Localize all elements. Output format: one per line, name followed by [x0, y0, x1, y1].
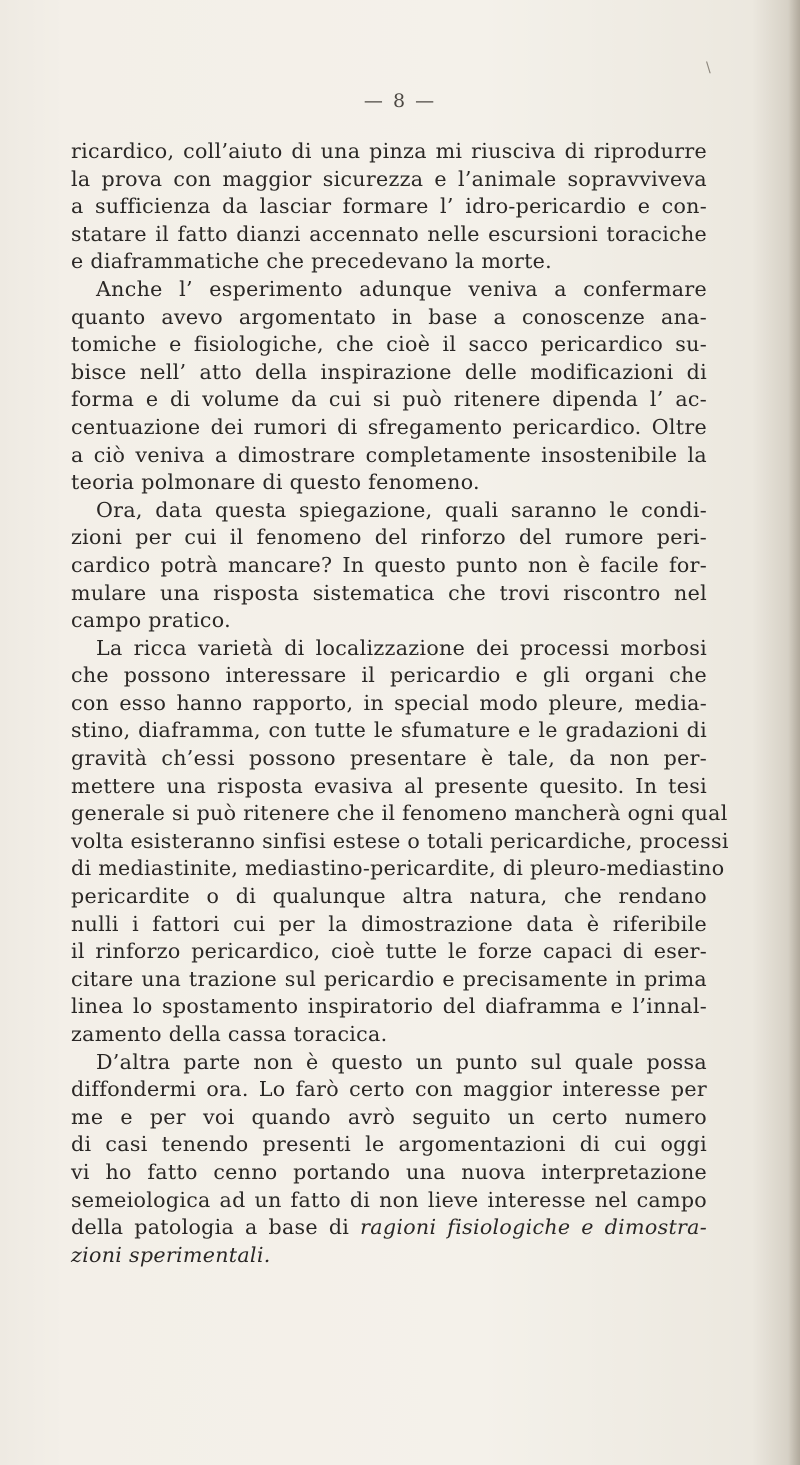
text-line: [71, 580, 707, 608]
text-line: [71, 883, 707, 911]
text-line-content: nulli i fattori cui per la dimostrazione data è riferibile: [71, 911, 707, 936]
text-line: [71, 442, 707, 470]
text-line-content: a ciò veniva a dimostrare completamente insostenibile la: [71, 442, 707, 467]
text-line: [71, 414, 707, 442]
text-line-content: mulare una risposta sistematica che trovi riscontro nel: [71, 580, 707, 605]
text-line-content: di casi tenendo presenti le argomentazioni di cui oggi: [71, 1132, 707, 1157]
text-line-content: centuazione dei rumori di sfregamento pericardico. Oltre: [71, 414, 707, 439]
text-line: [71, 993, 707, 1021]
text-line-content: zioni per cui il fenomeno del rinforzo del rumore peri-: [71, 525, 707, 550]
text-line: [71, 276, 707, 304]
text-line-content: bisce nell’ atto della inspirazione delle modificazioni di: [71, 359, 707, 384]
text-line-content: della patologia a base di: [71, 1215, 350, 1240]
text-line-content: la prova con maggior sicurezza e l’animale sopravviveva: [71, 166, 707, 191]
text-line: [71, 607, 707, 635]
text-line-content: statare il fatto dianzi accennato nelle escursioni toraciche: [71, 221, 707, 246]
text-line-content: mettere una risposta evasiva al presente quesito. In tesi: [71, 773, 707, 798]
text-line: [71, 1104, 707, 1132]
text-line-content: generale si può ritenere che il fenomeno mancherà ogni qual: [71, 801, 728, 826]
body-text: [71, 138, 729, 1269]
text-line: [71, 773, 707, 801]
text-line: [71, 1159, 707, 1187]
text-line: [71, 1076, 707, 1104]
text-line: [71, 331, 707, 359]
text-line-content: ricardico, coll’aiuto di una pinza mi riusciva di riprodurre: [71, 139, 707, 163]
top-mark: \: [706, 60, 711, 76]
text-line: [71, 386, 707, 414]
text-line-content: che possono interessare il pericardio e gli organi che: [71, 663, 707, 688]
text-line-content: campo pratico.: [71, 608, 231, 633]
text-line: [71, 800, 728, 828]
text-line: [71, 552, 707, 580]
page-edge-shadow: [788, 0, 800, 1465]
text-line: [71, 193, 707, 221]
text-line: [71, 717, 707, 745]
text-line: [71, 911, 707, 939]
text-line: [71, 1049, 707, 1077]
text-line: [71, 1131, 707, 1159]
text-line-content: forma e di volume da cui si può ritenere dipenda l’ ac-: [71, 387, 707, 412]
text-line-content: con esso hanno rapporto, in special modo pleure, media-: [71, 690, 707, 715]
text-line: [71, 138, 707, 166]
text-line-content: Ora, data questa spiegazione, quali saranno le condi-: [96, 497, 707, 522]
text-line: [71, 359, 707, 387]
text-line-content: La ricca varietà di localizzazione dei processi morbosi: [96, 635, 707, 660]
text-line-content: cardico potrà mancare? In questo punto non è facile for-: [71, 552, 707, 577]
text-line-content: diffondermi ora. Lo farò certo con maggior interesse per: [71, 1077, 707, 1102]
text-line: [71, 745, 707, 773]
text-line-content: tomiche e fisiologiche, che cioè il sacco pericardico su-: [71, 332, 707, 357]
text-line: [71, 1242, 707, 1270]
text-line: [71, 469, 707, 497]
text-line: [71, 497, 707, 525]
text-line-content: Anche l’ esperimento adunque veniva a confermare: [96, 276, 707, 301]
text-line-content: gravità ch’essi possono presentare è tale, da non per-: [71, 746, 707, 771]
text-line: [71, 1214, 707, 1242]
text-line-content: vi ho fatto cenno portando una nuova interpretazione: [71, 1159, 707, 1184]
text-line-italic: ragioni fisiologiche e dimostra-: [360, 1215, 708, 1240]
text-line: [71, 248, 707, 276]
text-line-content: stino, diaframma, con tutte le sfumature e le gradazioni di: [71, 718, 707, 743]
text-line: [71, 221, 707, 249]
text-line: [71, 166, 707, 194]
text-line-content: di mediastinite, mediastino-pericardite, di pleuro-mediastino: [71, 856, 725, 881]
text-line-content: e diaframmatiche che precedevano la morte.: [71, 249, 552, 274]
text-line-content: linea lo spostamento inspiratorio del diaframma e l’innal-: [71, 994, 707, 1019]
text-line-content: citare una trazione sul pericardio e precisamente in prima: [71, 966, 707, 991]
text-line: [71, 855, 725, 883]
text-line: [71, 966, 707, 994]
text-line: [71, 662, 707, 690]
text-line-italic: zioni sperimentali.: [71, 1242, 271, 1267]
text-line-content: a sufficienza da lasciar formare l’ idro-pericardio e con-: [71, 194, 707, 219]
text-line: [71, 690, 707, 718]
text-line: [71, 828, 729, 856]
text-line-content: quanto avevo argomentato in base a conoscenze ana-: [71, 304, 707, 329]
text-line-content: il rinforzo pericardico, cioè tutte le forze capaci di eser-: [71, 939, 707, 964]
text-line: [71, 1021, 707, 1049]
text-line-content: volta esisteranno sinfisi estese o totali pericardiche, processi: [71, 828, 729, 853]
text-line: [71, 304, 707, 332]
text-line-content: pericardite o di qualunque altra natura, che rendano: [71, 884, 707, 909]
text-line-content: D’altra parte non è questo un punto sul quale possa: [96, 1049, 707, 1074]
text-line-content: me e per voi quando avrò seguito un certo numero: [71, 1104, 707, 1129]
page-number: — 8 —: [363, 90, 437, 112]
text-line: [71, 938, 707, 966]
text-line-content: zamento della cassa toracica.: [71, 1022, 388, 1046]
text-line: [71, 1187, 707, 1215]
text-line: [71, 524, 707, 552]
text-line-content: teoria polmonare di questo fenomeno.: [71, 470, 480, 495]
text-line-content: semeiologica ad un fatto di non lieve interesse nel campo: [71, 1187, 707, 1212]
text-line: [71, 635, 707, 663]
